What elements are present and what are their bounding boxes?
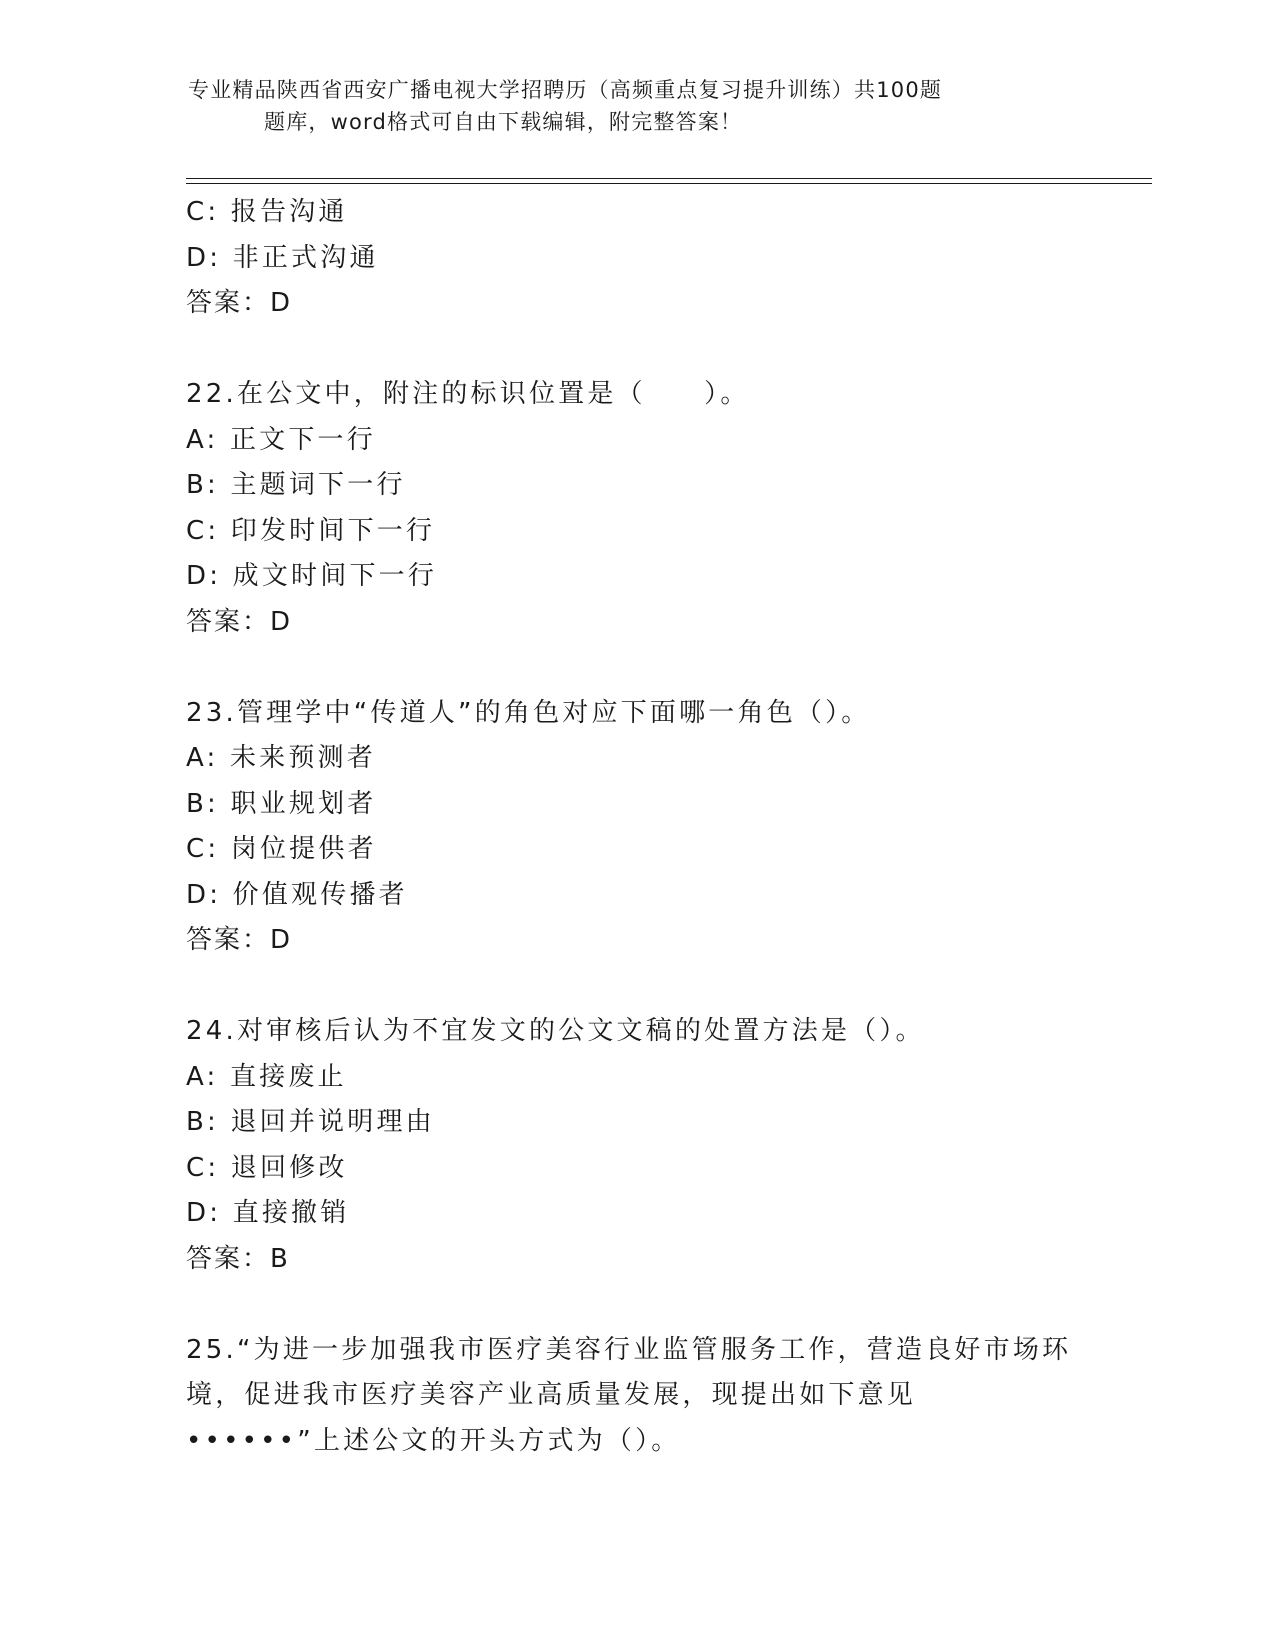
spacer — [186, 645, 1086, 691]
option-d: D: 成文时间下一行 — [186, 561, 438, 591]
question-text: 24.对审核后认为不宜发文的公文文稿的处置方法是（）。 — [186, 1016, 925, 1046]
question-list — [186, 190, 1086, 1464]
answer: 答案：D — [186, 288, 293, 318]
question-text-line-3: ••••••”上述公文的开头方式为（）。 — [186, 1425, 681, 1456]
question-24 — [186, 1009, 1086, 1282]
question-text: 22.在公文中，附注的标识位置是（ ）。 — [186, 379, 750, 409]
spacer — [186, 327, 1086, 373]
option-d: D: 非正式沟通 — [186, 242, 379, 273]
option-d: D: 直接撤销 — [186, 1198, 350, 1228]
option-c: C: 退回修改 — [186, 1152, 348, 1183]
option-a: A: 直接废止 — [186, 1061, 347, 1092]
option-c: C: 岗位提供者 — [186, 834, 377, 864]
document-header — [188, 74, 1068, 138]
option-d: D: 价值观传播者 — [186, 879, 408, 910]
question-25 — [186, 1328, 1086, 1465]
option-b: B: 主题词下一行 — [186, 470, 406, 500]
header-title-line-2: 题库，word格式可自由下载编辑，附完整答案！ — [264, 110, 743, 134]
question-23 — [186, 691, 1086, 964]
question-text-line-1: 25.“为进一步加强我市医疗美容行业监管服务工作，营造良好市场环 — [186, 1334, 1072, 1365]
question-text-line-2: 境，促进我市医疗美容产业高质量发展，现提出如下意见 — [186, 1380, 917, 1410]
answer: 答案：B — [186, 1243, 290, 1274]
header-divider-top — [186, 178, 1152, 179]
question-text: 23.管理学中“传道人”的角色对应下面哪一角色（）。 — [186, 697, 871, 728]
option-a: A: 未来预测者 — [186, 743, 376, 773]
question-21 — [186, 190, 1086, 327]
option-c: C: 报告沟通 — [186, 197, 348, 227]
answer: 答案：D — [186, 925, 293, 955]
answer: 答案：D — [186, 606, 293, 637]
question-22 — [186, 372, 1086, 645]
option-c: C: 印发时间下一行 — [186, 515, 436, 546]
spacer — [186, 964, 1086, 1010]
spacer — [186, 1282, 1086, 1328]
option-a: A: 正文下一行 — [186, 424, 376, 455]
header-divider-bottom — [186, 183, 1152, 184]
header-title-line-1: 专业精品陕西省西安广播电视大学招聘历（高频重点复习提升训练）共100题 — [188, 78, 943, 102]
option-b: B: 职业规划者 — [186, 788, 377, 819]
option-b: B: 退回并说明理由 — [186, 1107, 435, 1137]
